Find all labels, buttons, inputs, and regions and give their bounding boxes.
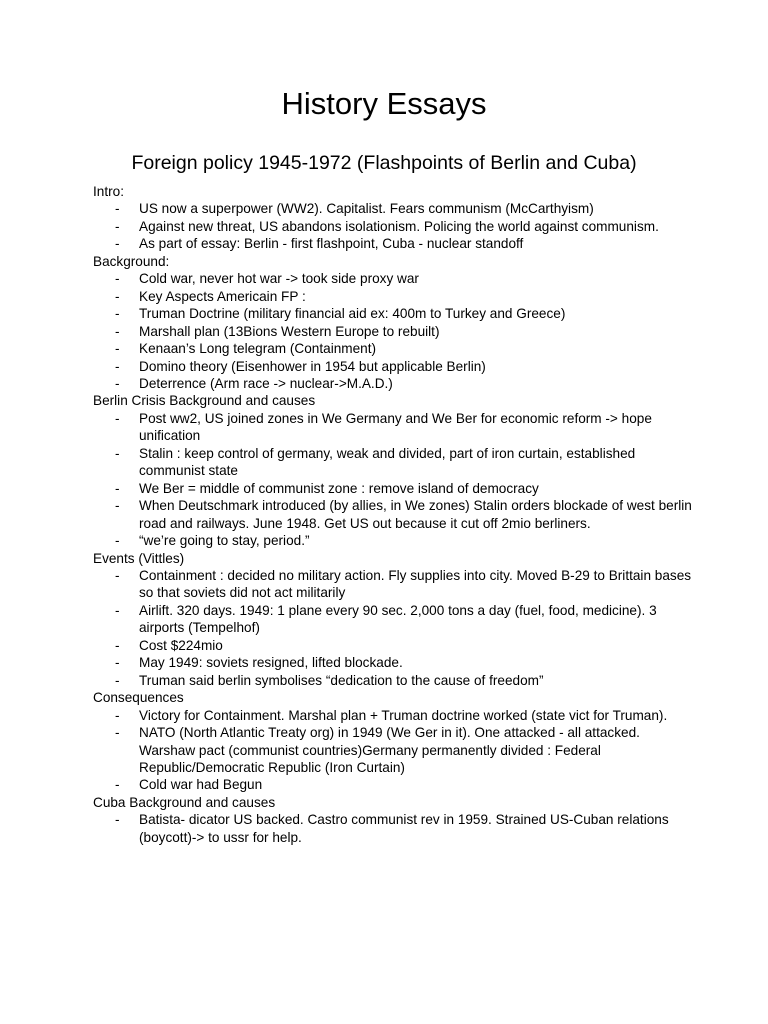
bullet-marker: -	[115, 410, 120, 426]
list-item-text: Truman Doctrine (military financial aid ex: 400m to Turkey and Greece)	[139, 306, 566, 322]
bullet-marker: -	[115, 725, 120, 741]
list-item-text: Airlift. 320 days. 1949: 1 plane every 90 sec. 2,000 tons a day (fuel, food, medicine). 3 airports (Tempelhof)	[139, 602, 657, 636]
list-item	[93, 567, 693, 602]
list-item	[93, 532, 693, 549]
list-item	[93, 218, 693, 235]
list-item-text: Truman said berlin symbolises “dedication to the cause of freedom”	[139, 672, 544, 688]
bullet-marker: -	[115, 445, 120, 461]
bullet-marker: -	[115, 707, 120, 723]
list-item	[93, 323, 693, 340]
list-item	[93, 480, 693, 497]
list-item	[93, 497, 693, 532]
list-item	[93, 340, 693, 357]
list-item-text: May 1949: soviets resigned, lifted blockade.	[139, 655, 403, 671]
bullet-marker: -	[115, 480, 120, 496]
list-item-text: Against new threat, US abandons isolationism. Policing the world against communism.	[139, 218, 659, 234]
bullet-marker: -	[115, 637, 120, 653]
list-item	[93, 305, 693, 322]
list-item	[93, 270, 693, 287]
bullet-marker: -	[115, 655, 120, 671]
bullet-list	[93, 270, 693, 392]
list-item-text: Cold war had Begun	[139, 777, 263, 793]
list-item-text: Victory for Containment. Marshal plan + Truman doctrine worked (state vict for Truman).	[139, 707, 668, 723]
list-item-text: Batista- dicator US backed. Castro communist rev in 1959. Strained US-Cuban relations (boycott)-> to ussr for help.	[139, 812, 669, 845]
section-heading: Cuba Background and causes	[93, 794, 276, 810]
list-item	[93, 724, 693, 776]
list-item-text: We Ber = middle of communist zone : remove island of democracy	[139, 480, 539, 496]
bullet-marker: -	[115, 341, 120, 357]
section-heading: Background:	[93, 253, 170, 269]
bullet-marker: -	[115, 218, 120, 234]
list-item	[93, 288, 693, 305]
bullet-marker: -	[115, 567, 120, 583]
bullet-marker: -	[115, 288, 120, 304]
bullet-marker: -	[115, 812, 120, 828]
bullet-marker: -	[115, 323, 120, 339]
list-item	[93, 375, 693, 392]
list-item-text: Cold war, never hot war -> took side proxy war	[139, 271, 419, 287]
list-item-text: Deterrence (Arm race -> nuclear->M.A.D.)	[139, 375, 393, 391]
bullet-list	[93, 567, 693, 689]
bullet-marker: -	[115, 375, 120, 391]
list-item	[93, 358, 693, 375]
document-title: History Essays	[281, 86, 487, 121]
bullet-marker: -	[115, 201, 120, 217]
list-item-text: Domino theory (Eisenhower in 1954 but applicable Berlin)	[139, 358, 486, 374]
list-item-text: US now a superpower (WW2). Capitalist. Fears communism (McCarthyism)	[139, 201, 594, 217]
list-item-text: Stalin : keep control of germany, weak and divided, part of iron curtain, established communist state	[139, 445, 636, 479]
bullet-marker: -	[115, 306, 120, 322]
bullet-list	[93, 410, 693, 550]
list-item-text: As part of essay: Berlin - first flashpoint, Cuba - nuclear standoff	[139, 236, 524, 252]
bullet-marker: -	[115, 602, 120, 618]
list-item	[93, 672, 693, 689]
list-item-text: Key Aspects Americain FP :	[139, 288, 306, 304]
document-subtitle: Foreign policy 1945-1972 (Flashpoints of Berlin and Cuba)	[131, 152, 637, 174]
bullet-marker: -	[115, 271, 120, 287]
section-heading: Consequences	[93, 690, 184, 706]
list-item	[93, 637, 693, 654]
section-heading: Berlin Crisis Background and causes	[93, 393, 316, 409]
list-item	[93, 654, 693, 671]
list-item-text: Post ww2, US joined zones in We Germany and We Ber for economic reform -> hope unification	[139, 410, 652, 444]
list-item-text: Marshall plan (13Bions Western Europe to rebuilt)	[139, 323, 440, 339]
bullet-list	[93, 811, 693, 846]
section-heading: Intro:	[93, 184, 124, 199]
bullet-marker: -	[115, 533, 120, 549]
list-item-text: When Deutschmark introduced (by allies, in We zones) Stalin orders blockade of west berlin road and railways. June 1948. Get US out because it cut off 2mio berliners.	[139, 498, 692, 531]
bullet-marker: -	[115, 236, 120, 252]
list-item	[93, 235, 693, 252]
bullet-marker: -	[115, 777, 120, 793]
section-heading: Events (Vittles)	[93, 550, 185, 566]
list-item-text: Kenaan’s Long telegram (Containment)	[139, 341, 377, 357]
bullet-marker: -	[115, 498, 120, 514]
bullet-marker: -	[115, 672, 120, 688]
list-item	[93, 811, 693, 846]
list-item	[93, 707, 693, 724]
list-item	[93, 410, 693, 445]
document-body	[93, 183, 693, 846]
list-item-text: NATO (North Atlantic Treaty org) in 1949 (We Ger in it). One attacked - all attacked. Warshaw pact (communist countries)Germany permanently divided : Federal Republic/Democratic Republic (Iron Curtain)	[139, 725, 640, 775]
list-item-text: Cost $224mio	[139, 637, 223, 653]
list-item	[93, 602, 693, 637]
list-item	[93, 445, 693, 480]
bullet-list	[93, 707, 693, 794]
bullet-marker: -	[115, 358, 120, 374]
list-item-text: “we’re going to stay, period.”	[139, 533, 310, 549]
list-item	[93, 776, 693, 793]
list-item	[93, 200, 693, 217]
list-item-text: Containment : decided no military action. Fly supplies into city. Moved B-29 to Brittain bases so that soviets did not act militarily	[139, 567, 692, 601]
bullet-list	[93, 200, 693, 252]
